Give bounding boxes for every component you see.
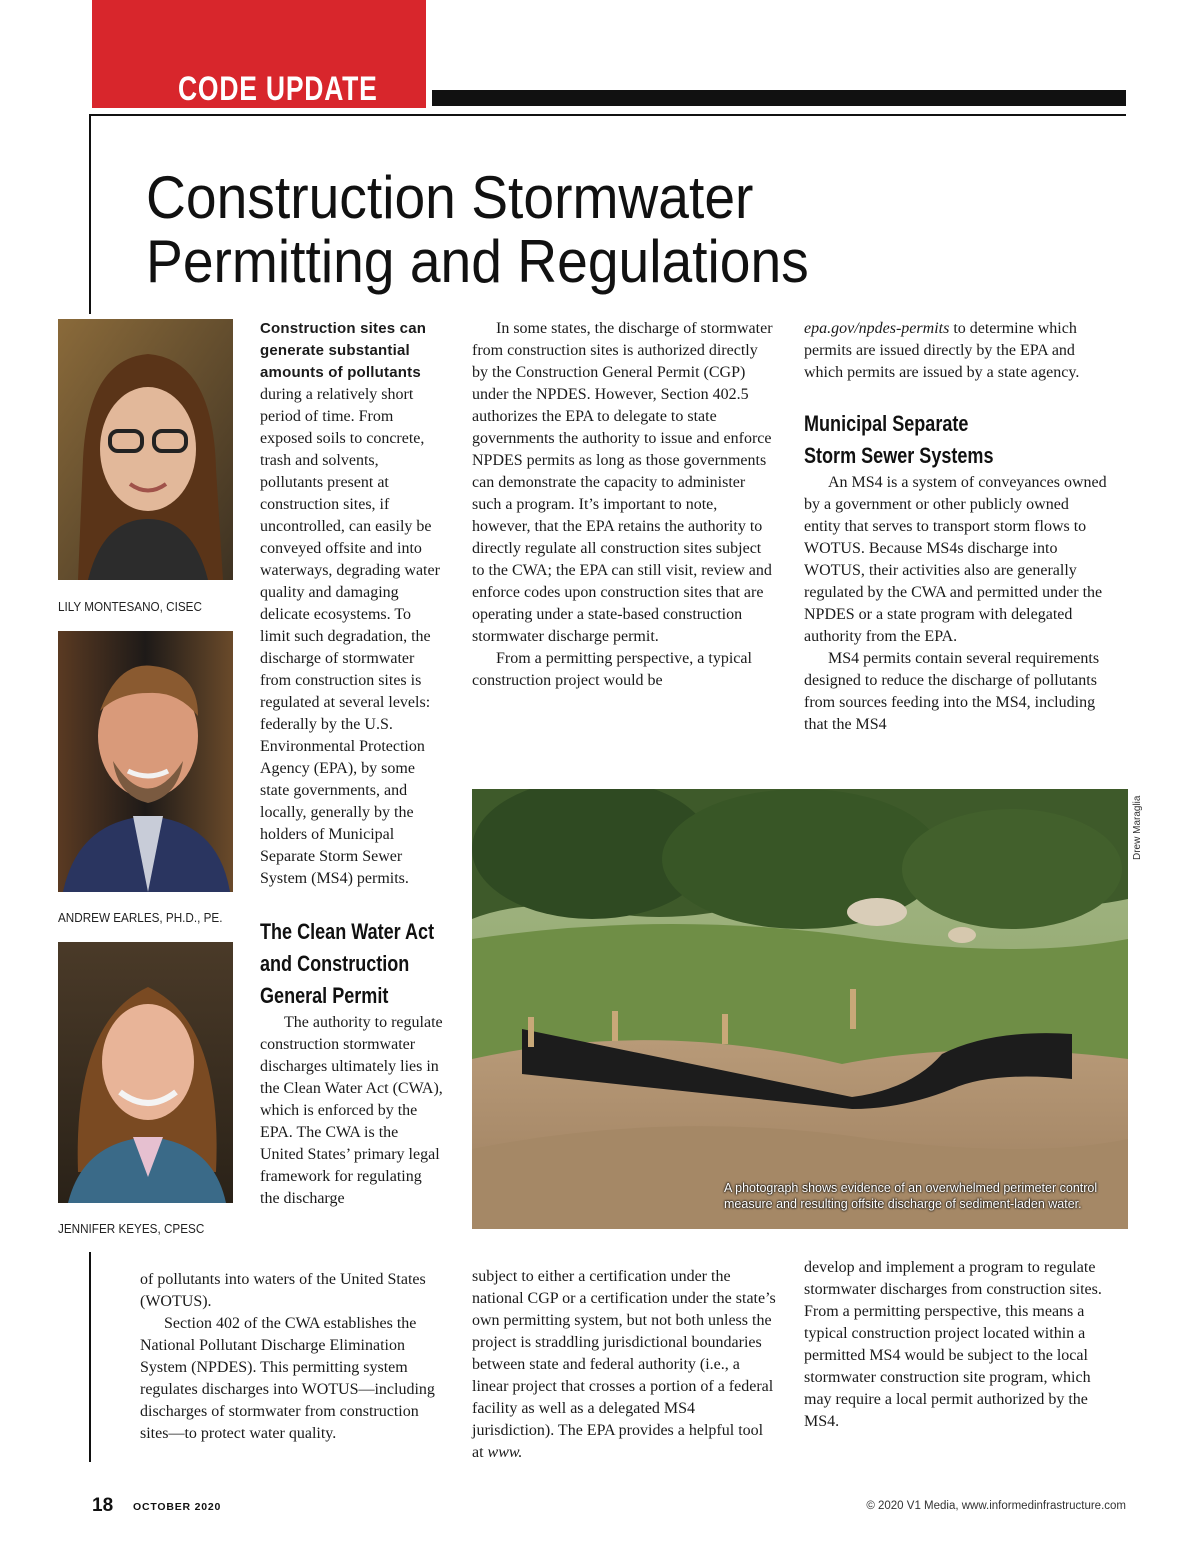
article-title xyxy=(146,166,974,294)
frame-rule-vertical xyxy=(89,114,91,314)
photo-caption: A photograph shows evidence of an overwhelmed perimeter control measure and resulting offsite discharge of sediment-laden water. xyxy=(724,1181,1098,1211)
header-rule xyxy=(432,90,1126,106)
issue-date: OCTOBER 2020 xyxy=(133,1501,222,1513)
column-2-continued xyxy=(472,1266,777,1464)
feature-photo xyxy=(472,789,1128,1229)
copyright: © 2020 V1 Media, www.informedinfrastructure.com xyxy=(866,1500,1126,1512)
subhead-cwa: The Clean Water Act and Construction General Permit xyxy=(260,919,435,1008)
paragraph: during a relatively short period of time. From exposed soils to concrete, trash and solvents, pollutants present at construction sites, if uncontrolled, can easily be conveyed offsite and into waterways, degrading water quality and damaging delicate ecosystems. To limit such degradation, the discharge of stormwater from construction sites is regulated at several levels: federally by the U.S. Environmental Protection Agency (EPA), by some state governments, and locally, generally by the holders of Municipal Separate Storm Sewer System (MS4) permits. xyxy=(260,386,440,887)
paragraph: The authority to regulate construction stormwater discharges ultimately lies in the Clean Water Act (CWA), which is enforced by the EPA. The CWA is the United States’ primary legal framework for regulating the discharge xyxy=(260,1014,443,1207)
column-1-continued xyxy=(140,1269,445,1445)
title-line-2: Permitting and Regulations xyxy=(146,228,809,295)
frame-rule-horizontal xyxy=(89,114,1126,116)
subhead-ms4: Municipal Separate Storm Sewer Systems xyxy=(804,411,994,468)
author-photo-3 xyxy=(58,942,233,1203)
column-3 xyxy=(804,318,1109,736)
photo-credit: Drew Maraglia xyxy=(1132,795,1143,860)
frame-rule-vertical-bottom xyxy=(89,1252,91,1462)
column-2 xyxy=(472,318,777,692)
title-line-1: Construction Stormwater xyxy=(146,164,754,231)
paragraph: From a permitting perspective, a typical construction project would be xyxy=(472,650,752,689)
paragraph: In some states, the discharge of stormwater from construction sites is authorized directly by the Construction General Permit (CGP) under the NPDES. However, Section 402.5 authorizes the EPA to delegate to state governments the authority to issue and enforce NPDES permits as long as those governments can demonstrate the capacity to administer such a program. It’s important to note, however, that the EPA retains the authority to directly regulate all construction sites subject to the CWA; the EPA can still visit, review and enforce codes upon construction sites that are operating under a state-based construction stormwater discharge permit. xyxy=(472,320,773,645)
paragraph: An MS4 is a system of conveyances owned by a government or other publicly owned entity that serves to transport storm flows to WOTUS. Because MS4s discharge into WOTUS, their activities also are generally regulated by the CWA and permitted under the NPDES or a state program with delegated authority from the EPA. xyxy=(804,474,1107,645)
npdes-link-start[interactable]: www. xyxy=(487,1444,523,1461)
lead-in: Construction sites can generate substantial amounts of pollutants xyxy=(260,320,427,381)
paragraph: Section 402 of the CWA establishes the National Pollutant Discharge Elimination System (NPDES). This permitting system regulates discharges into WOTUS—including discharges of stormwater from construction sites—to protect water quality. xyxy=(140,1315,435,1442)
column-1 xyxy=(260,318,445,1210)
paragraph: develop and implement a program to regulate stormwater discharges from construction sites. From a permitting perspective, this means a typical construction project located within a permitted MS4 would be subject to the local stormwater construction site program, which may require a local permit authorized by the MS4. xyxy=(804,1259,1102,1430)
author-name-2: ANDREW EARLES, PH.D., PE. xyxy=(58,910,223,925)
author-photo-1 xyxy=(58,319,233,580)
paragraph: MS4 permits contain several requirements designed to reduce the discharge of pollutants from sources feeding into the MS4, including that the MS4 xyxy=(804,650,1100,733)
paragraph: subject to either a certification under the national CGP or a certification under the state’s own permitting system, but not both unless the project is straddling jurisdictional boundaries between state and federal authority (i.e., a linear project that crosses a portion of a federal facility as well as a delegated MS4 jurisdiction). The EPA provides a helpful tool at www. xyxy=(472,1268,776,1461)
section-label: CODE UPDATE xyxy=(178,70,378,108)
author-photo-2 xyxy=(58,631,233,892)
npdes-link[interactable]: epa.gov/npdes-permits xyxy=(804,320,950,337)
paragraph: epa.gov/npdes-permits to determine which permits are issued directly by the EPA and which permits are issued by a state agency. xyxy=(804,320,1080,381)
author-name-1: LILY MONTESANO, CISEC xyxy=(58,599,202,614)
paragraph: of pollutants into waters of the United States (WOTUS). xyxy=(140,1271,426,1310)
column-3-continued xyxy=(804,1257,1109,1433)
author-name-3: JENNIFER KEYES, CPESC xyxy=(58,1221,205,1236)
page-number: 18 xyxy=(92,1495,114,1516)
